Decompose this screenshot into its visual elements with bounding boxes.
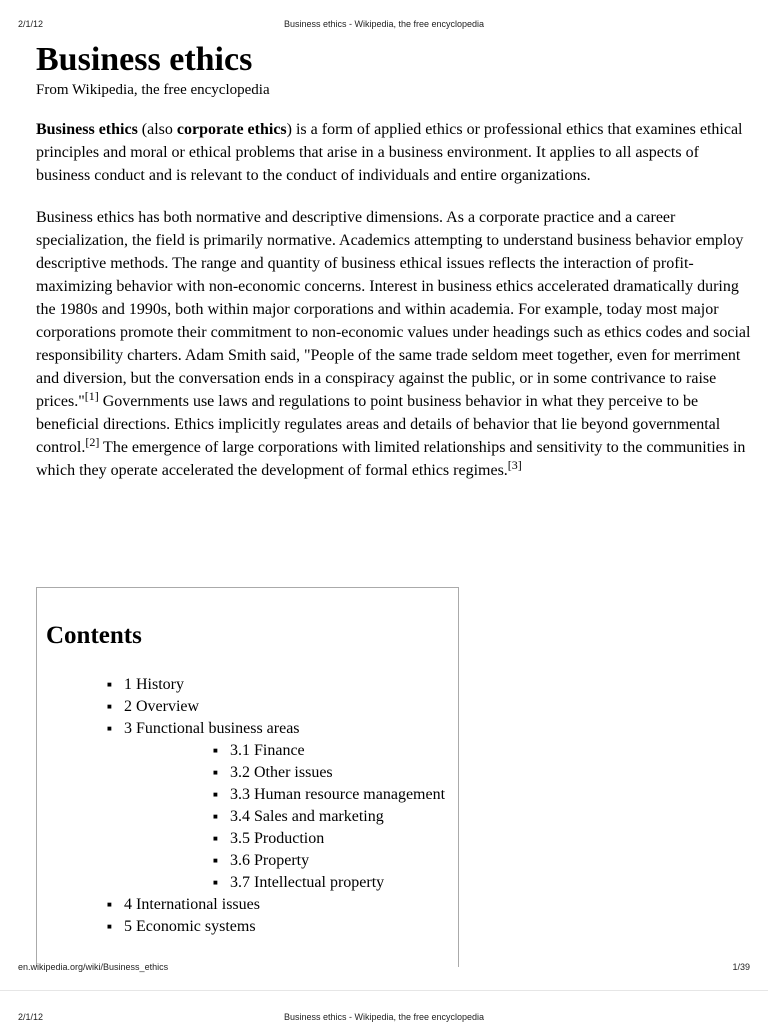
page-number: 1/39: [732, 962, 750, 972]
bullet-icon: ■: [107, 702, 112, 711]
print-footer: [0, 962, 768, 976]
bullet-icon: ■: [213, 746, 218, 755]
toc-item-human-resource-management[interactable]: ■ 3.3 Human resource management: [37, 784, 457, 806]
bullet-icon: ■: [213, 856, 218, 865]
toc-item-economic-systems[interactable]: ■ 5 Economic systems: [37, 916, 457, 938]
table-of-contents: [36, 587, 459, 967]
body-text-1: Business ethics has both normative and descriptive dimensions. As a corporate practice and a career specialization, the field is primarily normative. Academics attempting to understand business behavior employ descriptive methods. The range and quantity of business ethical issues reflects the interaction of profit-maximizing behavior with non-economic concerns. Interest in business ethics accelerated dramatically during the 1980s and 1990s, both within major corporations and within academia. For example, today most major corporations promote their commitment to non-economic values under headings such as ethics codes and social responsibility charters. Adam Smith said, "People of the same trade seldom meet together, even for merriment and diversion, but the conversation ends in a conspiracy against the public, or in some contrivance to raise prices.": [36, 209, 751, 410]
toc-list: [37, 674, 457, 938]
toc-item-sales-and-marketing[interactable]: ■ 3.4 Sales and marketing: [37, 806, 457, 828]
bullet-icon: ■: [107, 900, 112, 909]
citation-3[interactable]: [3]: [507, 458, 522, 472]
toc-item-intellectual-property[interactable]: ■ 3.7 Intellectual property: [37, 872, 457, 894]
bold-term-corporate-ethics: corporate ethics: [176, 121, 287, 138]
toc-item-property[interactable]: ■ 3.6 Property: [37, 850, 457, 872]
citation-2[interactable]: [2]: [85, 435, 100, 449]
bullet-icon: ■: [213, 834, 218, 843]
bullet-icon: ■: [213, 812, 218, 821]
toc-item-functional-business-areas[interactable]: ■ 3 Functional business areas: [37, 718, 457, 740]
toc-item-finance[interactable]: ■ 3.1 Finance: [37, 740, 457, 762]
bullet-icon: ■: [213, 878, 218, 887]
toc-heading: Contents: [46, 622, 142, 649]
bold-term-business-ethics: Business ethics: [36, 121, 138, 138]
toc-item-overview[interactable]: ■ 2 Overview: [37, 696, 457, 718]
bullet-icon: ■: [213, 790, 218, 799]
body-text-3: The emergence of large corporations with limited relationships and sensitivity to the communities in which they operate accelerated the development of formal ethics regimes.: [36, 439, 746, 479]
print-title: Business ethics - Wikipedia, the free encyclopedia: [283, 1012, 485, 1022]
print-date: 2/1/12: [18, 1012, 44, 1022]
page-subtitle: From Wikipedia, the free encyclopedia: [36, 82, 270, 98]
toc-item-production[interactable]: ■ 3.5 Production: [37, 828, 457, 850]
print-title: Business ethics - Wikipedia, the free encyclopedia: [283, 19, 485, 29]
print-url: en.wikipedia.org/wiki/Business_ethics: [18, 962, 169, 972]
print-header: [0, 19, 768, 33]
intro-text-2: ) is a form of applied ethics or professional ethics that examines ethical principles and moral or ethical problems that arise in a business environment. It applies to all aspects of business conduct and is relevant to the conduct of individuals and entire organizations.: [36, 121, 743, 184]
bullet-icon: ■: [213, 768, 218, 777]
intro-text-1: (also: [137, 121, 177, 138]
intro-paragraph: [36, 118, 756, 187]
body-paragraph: [36, 206, 756, 482]
body-text-2: Governments use laws and regulations to point business behavior in what they perceive to be beneficial directions. Ethics implicitly regulates areas and details of behavior that lie beyond governmental control.: [36, 393, 721, 456]
toc-item-international-issues[interactable]: ■ 4 International issues: [37, 894, 457, 916]
bullet-icon: ■: [107, 724, 112, 733]
bullet-icon: ■: [107, 922, 112, 931]
article-content: [36, 40, 756, 482]
bullet-icon: ■: [107, 680, 112, 689]
page-divider: [0, 990, 768, 991]
toc-item-other-issues[interactable]: ■ 3.2 Other issues: [37, 762, 457, 784]
toc-item-history[interactable]: ■ 1 History: [37, 674, 457, 696]
page-title: Business ethics: [36, 41, 253, 78]
print-date: 2/1/12: [18, 19, 44, 29]
citation-1[interactable]: [1]: [84, 389, 99, 403]
